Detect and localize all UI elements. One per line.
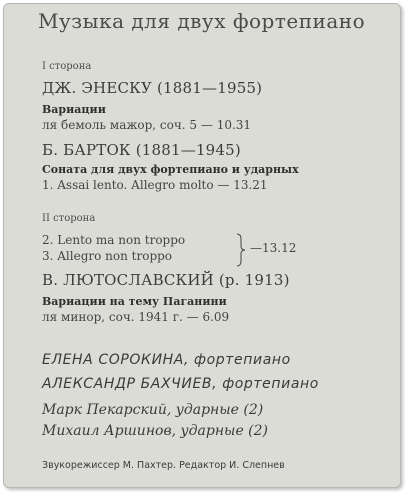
composer-enescu: ДЖ. ЭНЕСКУ (1881—1955) (42, 79, 263, 97)
composer-bartok: Б. БАРТОК (1881—1945) (42, 141, 241, 159)
performer-arshinov: Михаил Аршинов, ударные (2) (42, 423, 269, 439)
brace-icon (236, 233, 246, 267)
composer-lutoslawski: В. ЛЮТОСЛАВСКИЙ (р. 1913) (42, 271, 290, 289)
performer-sorokina: ЕЛЕНА СОРОКИНА, фортепиано (42, 352, 291, 368)
movements-duration: —13.12 (250, 241, 297, 255)
side-1-label: I сторона (42, 61, 92, 72)
side-2-label: II сторона (42, 213, 96, 224)
work-bartok: Соната для двух фортепиано и ударных (42, 163, 299, 176)
record-sleeve-back (3, 3, 401, 488)
credits: Звукорежиссер М. Пахтер. Редактор И. Слепнев (42, 460, 285, 471)
movement-1: 1. Assai lento. Allegro molto — 13.21 (42, 178, 268, 192)
page-title: Музыка для двух фортепиано (38, 9, 366, 33)
movement-3: 3. Allegro non troppo (42, 249, 173, 263)
movement-2: 2. Lento ma non troppo (42, 233, 186, 247)
detail-enescu: ля бемоль мажор, соч. 5 — 10.31 (42, 118, 252, 132)
detail-lutoslawski: ля минор, соч. 1941 г. — 6.09 (42, 310, 230, 324)
work-lutoslawski: Вариации на тему Паганини (42, 295, 227, 308)
performer-bakhchiev: АЛЕКСАНДР БАХЧИЕВ, фортепиано (42, 376, 319, 392)
performer-pekarsky: Марк Пекарский, ударные (2) (42, 402, 264, 418)
work-enescu: Вариации (42, 103, 106, 116)
